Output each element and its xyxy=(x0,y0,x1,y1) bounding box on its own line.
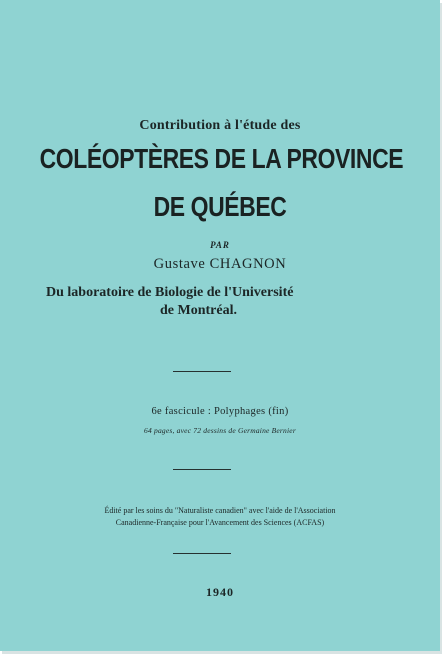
fascicule-label: 6e fascicule : Polyphages (fin) xyxy=(151,406,289,417)
subtitle: Contribution à l'étude des xyxy=(139,118,301,133)
divider-1 xyxy=(173,371,231,372)
affiliation-line-1: Du laboratoire de Biologie de l'Université xyxy=(46,285,294,300)
affiliation-line-2: de Montréal. xyxy=(160,303,237,318)
par-label: PAR xyxy=(210,240,230,250)
publication-year: 1940 xyxy=(206,585,234,599)
pages-note: 64 pages, avec 72 dessins de Germaine Bernier xyxy=(144,426,296,435)
divider-3 xyxy=(173,553,231,554)
title-line-2: DE QUÉBEC xyxy=(153,191,287,222)
author-name: Gustave CHAGNON xyxy=(153,256,287,272)
divider-2 xyxy=(173,469,231,470)
edition-line-1: Édité par les soins du "Naturaliste canadien" avec l'aide de l'Association xyxy=(104,506,336,515)
title-line-1: COLÉOPTÈRES DE LA PROVINCE xyxy=(39,143,404,174)
edition-line-2: Canadienne-Française pour l'Avancement des Sciences (ACFAS) xyxy=(115,518,325,527)
